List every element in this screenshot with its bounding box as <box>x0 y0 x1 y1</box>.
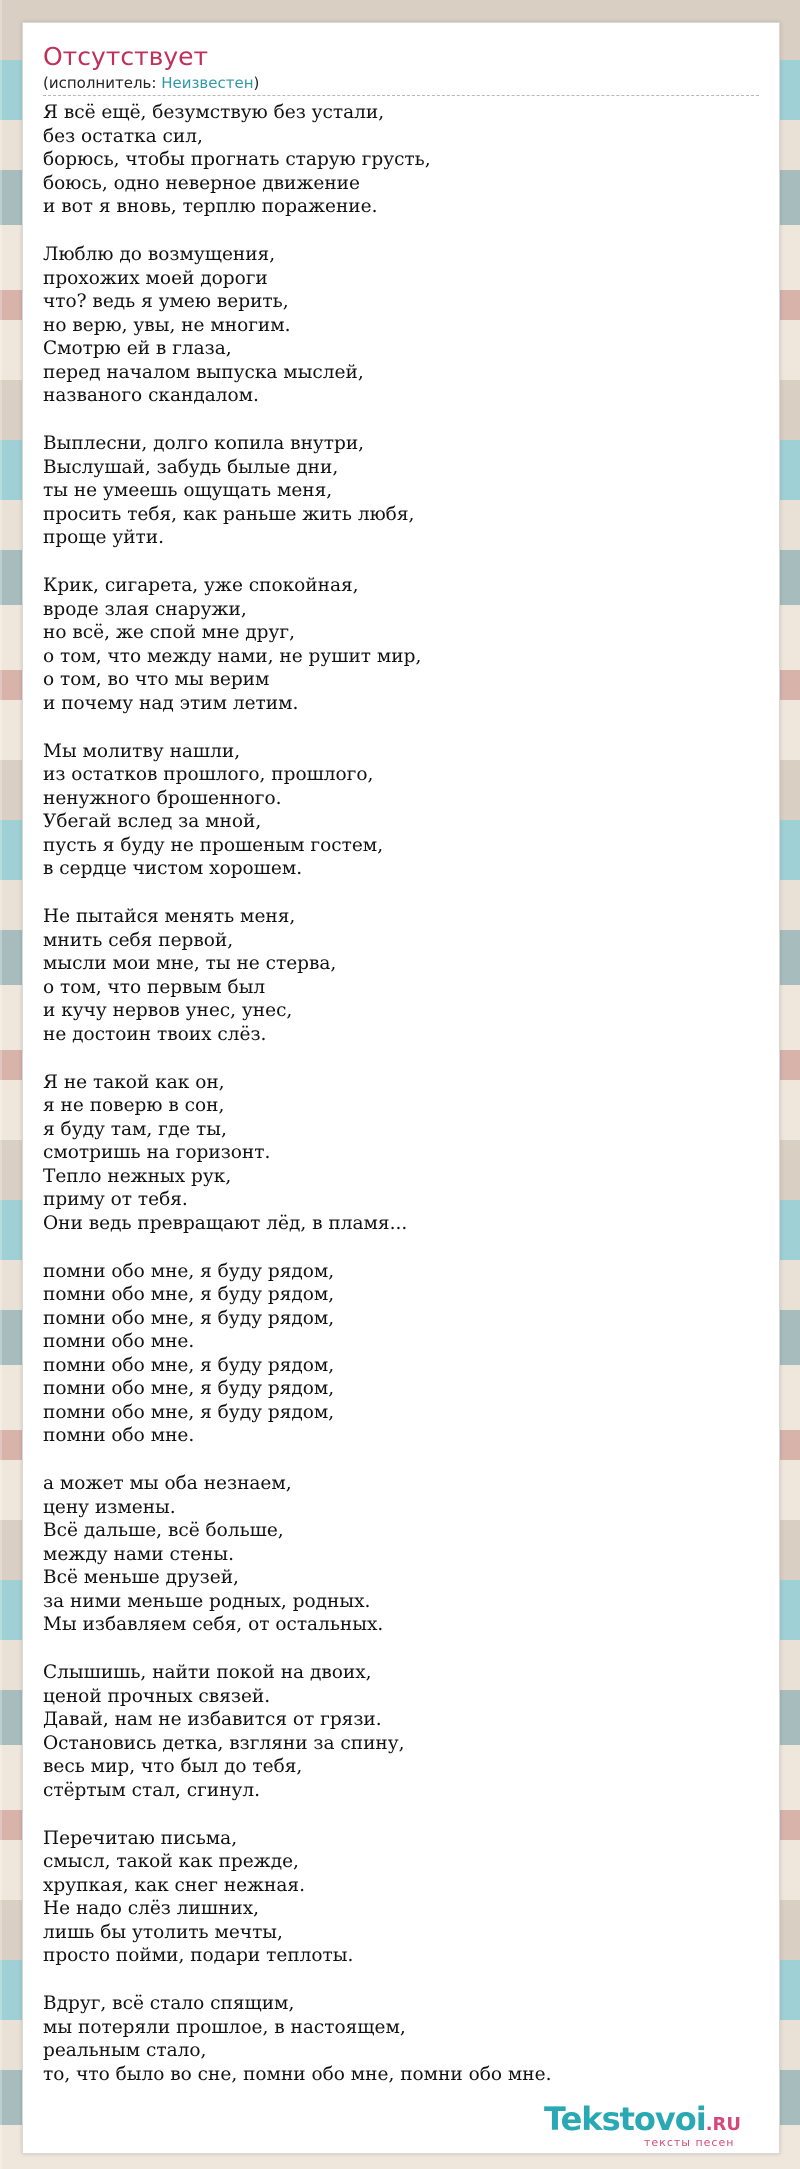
lyric-line: прохожих моей дороги <box>43 267 268 289</box>
lyrics-stanza <box>43 574 759 715</box>
logo-tagline: тексты песен <box>644 2136 735 2149</box>
lyric-line: я буду там, где ты, <box>43 1118 227 1140</box>
lyric-line: и кучу нервов унес, унес, <box>43 1000 293 1021</box>
lyric-line: помни обо мне, я буду рядом, <box>43 1284 335 1305</box>
lyric-line: Они ведь превращают лёд, в пламя... <box>43 1212 408 1234</box>
lyric-line: Убегай вслед за мной, <box>43 811 262 832</box>
lyric-line: помни обо мне, я буду рядом, <box>43 1378 335 1399</box>
lyric-line: Не пытайся менять меня, <box>43 906 296 927</box>
lyric-line: без остатка сил, <box>43 125 203 147</box>
lyric-line: цену измены. <box>43 1496 176 1518</box>
song-header <box>43 41 759 96</box>
logo-text: Tekstovoi <box>544 2100 706 2138</box>
lyric-line: стёртым стал, сгинул. <box>43 1779 260 1801</box>
lyric-line: помни обо мне, я буду рядом, <box>43 1354 335 1376</box>
lyric-line: Люблю до возмущения, <box>43 244 276 265</box>
artist-prefix: (исполнитель: <box>43 74 162 92</box>
lyric-line: помни обо мне, я буду рядом, <box>43 1260 335 1282</box>
lyric-line: пусть я буду не прошеным гостем, <box>43 834 384 856</box>
lyric-line: что? ведь я умею верить, <box>43 291 289 312</box>
lyrics-stanza <box>43 1827 759 1968</box>
lyric-line: Не надо слёз лишних, <box>43 1898 260 1919</box>
lyric-line: просить тебя, как раньше жить любя, <box>43 503 415 525</box>
lyric-line: мнить себя первой, <box>43 929 234 951</box>
lyric-line: Остановись детка, взгляни за спину, <box>43 1732 405 1754</box>
lyric-line: Мы молитву нашли, <box>43 740 241 762</box>
lyric-line: и вот я вновь, терплю поражение. <box>43 196 378 217</box>
lyrics-stanza <box>43 432 759 550</box>
lyric-line: приму от тебя. <box>43 1189 188 1210</box>
artist-suffix: ) <box>253 74 260 92</box>
lyrics-stanza <box>43 740 759 881</box>
lyric-line: мысли мои мне, ты не стерва, <box>43 953 337 974</box>
lyric-line: Тепло нежных рук, <box>43 1165 232 1187</box>
lyric-line: Смотрю ей в глаза, <box>43 338 232 359</box>
lyrics-stanza <box>43 101 759 219</box>
lyric-line: Выслушай, забудь былые дни, <box>43 456 339 478</box>
lyric-line: Слышишь, найти покой на двоих, <box>43 1662 372 1683</box>
lyric-line: помни обо мне, я буду рядом, <box>43 1307 335 1329</box>
lyric-line: между нами стены. <box>43 1543 234 1565</box>
lyric-line: я не поверю в сон, <box>43 1095 225 1116</box>
lyrics-stanza <box>43 1071 759 1236</box>
lyric-line: лишь бы утолить мечты, <box>43 1921 283 1943</box>
lyric-line: помни обо мне. <box>43 1425 195 1446</box>
lyric-line: Я не такой как он, <box>43 1071 225 1093</box>
lyrics-stanza <box>43 1260 759 1448</box>
lyric-line: ты не умеешь ощущать меня, <box>43 480 333 501</box>
lyric-line: Перечитаю письма, <box>43 1827 238 1849</box>
lyric-line: о том, во что мы верим <box>43 669 270 690</box>
lyrics-card <box>22 22 780 2154</box>
song-title: Отсутствует <box>43 42 209 71</box>
lyrics-stanza <box>43 1992 759 2086</box>
artist-line <box>43 73 759 93</box>
lyric-line: Крик, сигарета, уже спокойная, <box>43 575 359 596</box>
lyric-line: Выплесни, долго копила внутри, <box>43 433 365 454</box>
lyric-line: Я всё ещё, безумствую без устали, <box>43 102 385 123</box>
lyric-line: не достоин твоих слёз. <box>43 1023 267 1045</box>
lyric-line: названого скандалом. <box>43 385 259 406</box>
lyric-line: Давай, нам не избавится от грязи. <box>43 1709 382 1730</box>
lyric-line: смысл, такой как прежде, <box>43 1851 299 1872</box>
lyric-line: боюсь, одно неверное движение <box>43 172 360 194</box>
logo-tld: .RU <box>705 2114 742 2135</box>
lyric-line: и почему над этим летим. <box>43 692 299 714</box>
lyric-line: Вдруг, всё стало спящим, <box>43 1993 295 2014</box>
lyrics-stanza <box>43 1472 759 1637</box>
site-logo[interactable] <box>544 2100 774 2154</box>
lyric-line: но всё, же спой мне друг, <box>43 622 295 643</box>
lyric-line: вроде злая снаружи, <box>43 598 247 620</box>
lyric-line: хрупкая, как снег нежная. <box>43 1874 305 1896</box>
lyric-line: в сердце чистом хорошем. <box>43 858 303 879</box>
lyric-line: Всё дальше, всё больше, <box>43 1520 284 1541</box>
lyrics-stanza <box>43 905 759 1046</box>
lyric-line: помни обо мне. <box>43 1331 195 1352</box>
lyric-line: ценой прочных связей. <box>43 1685 271 1707</box>
lyric-line: проще уйти. <box>43 527 164 548</box>
lyric-line: мы потеряли прошлое, в настоящем, <box>43 2016 406 2038</box>
lyrics-body <box>43 101 759 2111</box>
lyric-line: то, что было во сне, помни обо мне, помни обо мне. <box>43 2063 552 2085</box>
lyric-line: помни обо мне, я буду рядом, <box>43 1401 335 1423</box>
lyric-line: но верю, увы, не многим. <box>43 314 291 336</box>
lyrics-stanza <box>43 1661 759 1802</box>
lyric-line: Всё меньше друзей, <box>43 1567 239 1588</box>
lyric-line: за ними меньше родных, родных. <box>43 1590 371 1612</box>
lyric-line: просто пойми, подари теплоты. <box>43 1945 354 1966</box>
lyric-line: реальным стало, <box>43 2040 207 2061</box>
lyric-line: перед началом выпуска мыслей, <box>43 361 364 383</box>
lyric-line: ненужного брошенного. <box>43 787 282 809</box>
artist-link[interactable]: Неизвестен <box>161 74 254 92</box>
lyric-line: смотришь на горизонт. <box>43 1142 271 1163</box>
lyric-line: о том, что первым был <box>43 976 266 998</box>
lyric-line: весь мир, что был до тебя, <box>43 1756 303 1777</box>
lyric-line: о том, что между нами, не рушит мир, <box>43 645 422 667</box>
lyrics-stanza <box>43 243 759 408</box>
lyric-line: Мы избавляем себя, от остальных. <box>43 1614 384 1635</box>
lyric-line: из остатков прошлого, прошлого, <box>43 764 374 785</box>
lyric-line: а может мы оба незнаем, <box>43 1473 292 1494</box>
lyric-line: борюсь, чтобы прогнать старую грусть, <box>43 149 431 170</box>
